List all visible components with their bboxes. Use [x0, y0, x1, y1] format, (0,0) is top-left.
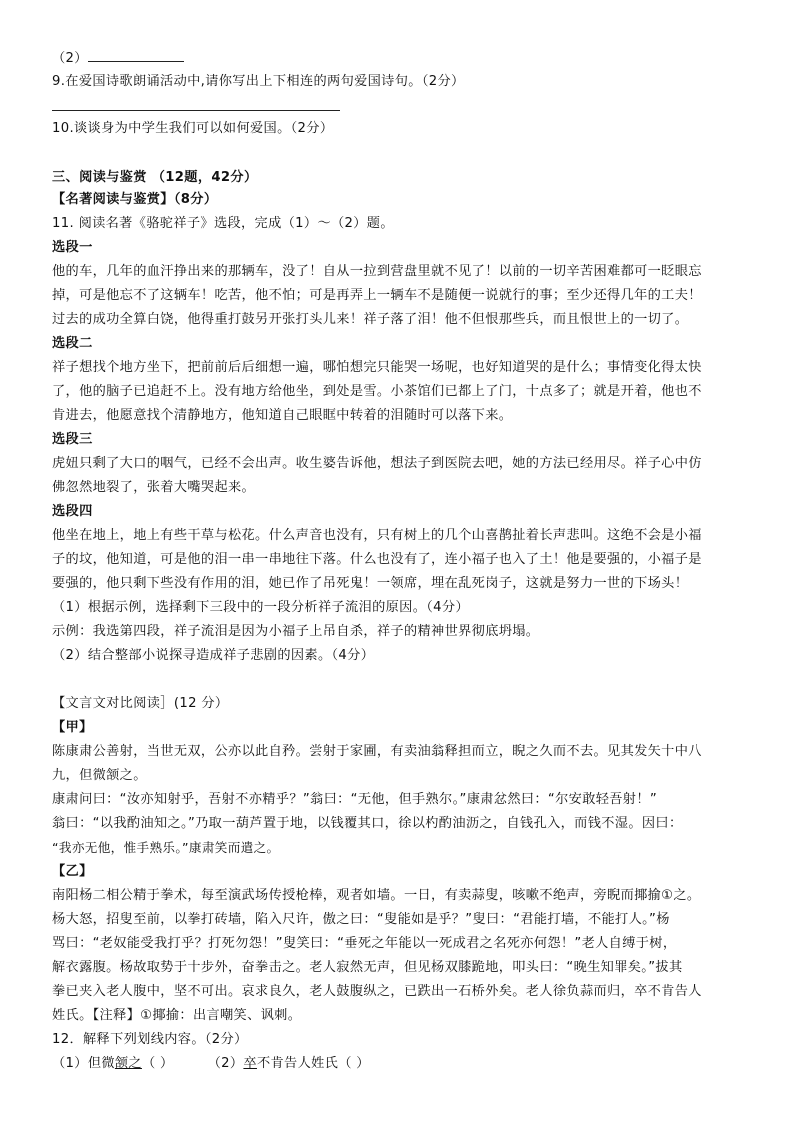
excerpt-3-title: 选段三 [52, 432, 93, 447]
yi-line: 骂曰：“老奴能受我打乎？打死勿怨！”叟笑曰：“垂死之年能以一死成君之名死亦何怨！”老人自缚于树， [52, 936, 677, 951]
yi-line: 姓氏。【注释】①揶揄：出言嘲笑、讽刺。 [52, 1008, 302, 1023]
jia-line: “我亦无他，惟手熟乐。”康肃笑而遣之。 [52, 840, 280, 855]
yi-title: 【乙】 [52, 864, 93, 879]
q12-item2-prefix: （2） [207, 1056, 244, 1071]
question-11-intro: 11. 阅读名著《骆驼祥子》选段，完成（1）～（2）题。 [52, 216, 394, 231]
wenyan-heading: 【文言文对比阅读］(12 分） [52, 696, 229, 711]
question-12: 12．解释下列划线内容。（2分） [52, 1032, 248, 1047]
excerpt-4-title: 选段四 [52, 504, 93, 519]
excerpt-1-line: 过去的成功全算白饶，他得重打鼓另开张打头儿来！祥子落了泪！他不但恨那些兵，而且恨世上的一切了。 [52, 312, 689, 327]
excerpt-2-line: 祥子想找个地方坐下，把前前后后细想一遍，哪怕想完只能哭一场呢，也好知道哭的是什么；事情变化得太快 [52, 360, 702, 375]
question-10: 10.谈谈身为中学生我们可以如何爱国。（2分） [52, 121, 334, 136]
mingzhu-heading: 【名著阅读与鉴赏】（8分） [52, 192, 218, 207]
excerpt-3-line: 虎妞只剩了大口的咽气，已经不会出声。收生婆告诉他，想法子到医院去吧，她的方法已经用尽。祥子心中仿 [52, 456, 702, 471]
jia-title: 【甲】 [52, 720, 93, 735]
excerpt-4-line: 要强的，他只剩下些没有作用的泪，她已作了吊死鬼！一领席，埋在乱死岗子，这就是努力一世的下场头！ [52, 576, 689, 591]
excerpt-4-line: 他坐在地上，地上有些干草与松花。什么声音也没有，只有树上的几个山喜鹊扯着长声悲叫。这绝不会是小福 [52, 528, 702, 543]
excerpt-1-title: 选段一 [52, 240, 93, 255]
yi-line: 杨大怒，招叟至前，以拳打砖墙，陷入尺许，傲之曰：“叟能如是乎？”叟曰：“君能打墙，不能打人。”杨 [52, 912, 670, 927]
q12-item2-underlined: 卒 [243, 1056, 257, 1071]
jia-line: 康肃问曰：“汝亦知射乎，吾射不亦精乎？”翁曰：“无他，但手熟尔。”康肃忿然曰：“尔安敢轻吾射！” [52, 792, 658, 807]
q8-item2-label: （2） [52, 51, 88, 66]
question-9: 9.在爱国诗歌朗诵活动中,请你写出上下相连的两句爱国诗句。（2分） [52, 74, 465, 89]
excerpt-2-title: 选段二 [52, 336, 93, 351]
yi-line: 拳已夹入老人腹中，坚不可出。哀求良久，老人鼓腹纵之，已跌出一石桥外矣。老人徐负蒜而归，卒不肯告人 [52, 984, 702, 999]
question-12-items [52, 1054, 752, 1074]
question-11-2: （2）结合整部小说探寻造成祥子悲剧的因素。（4分） [52, 648, 375, 663]
q12-item1-prefix: （1）但微 [52, 1056, 115, 1071]
q12-item1-blank[interactable]: （ ） [141, 1056, 174, 1071]
yi-line: 南阳杨二相公精于拳术，每至演武场传授枪棒，观者如墙。一日，有卖蒜叟，咳嗽不绝声，旁睨而揶揄①之。 [52, 888, 701, 903]
answer-blank[interactable] [88, 47, 184, 62]
answer-line-q9[interactable] [52, 110, 340, 111]
question-11-example: 示例：我选第四段，祥子流泪是因为小福子上吊自杀，祥子的精神世界彻底坍塌。 [52, 624, 540, 639]
question-11-1: （1）根据示例，选择剩下三段中的一段分析祥子流泪的原因。（4分） [52, 600, 470, 615]
q12-item2-rest[interactable]: 不肯告人姓氏（ ） [256, 1056, 370, 1071]
jia-line: 九，但微颔之。 [52, 768, 147, 783]
jia-line: 陈康肃公善射，当世无双，公亦以此自矜。尝射于家圃，有卖油翁释担而立，睨之久而不去。见其发矢十中八 [52, 744, 702, 759]
excerpt-4-line: 子的坟，他知道，可是他的泪一串一串地往下落。什么也没有了，连小福子也入了土！他是要强的，小福子是 [52, 552, 702, 567]
jia-line: 翁曰：“以我酌油知之。”乃取一葫芦置于地，以钱覆其口，徐以杓酌油沥之，自钱孔入，而钱不湿。因曰： [52, 816, 683, 831]
excerpt-1-line: 掉，可是他忘不了这辆车！吃苦，他不怕；可是再弄上一辆车不是随便一说就行的事；至少还得几年的工夫！ [52, 288, 702, 303]
excerpt-2-line: 肯进去，他愿意找个清静地方，他知道自己眼眶中转着的泪随时可以落下来。 [52, 408, 513, 423]
q8-item2 [52, 47, 752, 69]
q12-item1-underlined: 颔之 [114, 1056, 142, 1071]
excerpt-1-line: 他的车，几年的血汗挣出来的那辆车，没了！自从一拉到营盘里就不见了！以前的一切辛苦困难都可一眨眼忘 [52, 264, 702, 279]
yi-line: 解衣露腹。杨故取势于十步外，奋拳击之。老人寂然无声，但见杨双膝跪地，叩头曰：“晚生知罪矣。”拔其 [52, 960, 683, 975]
excerpt-3-line: 佛忽然地裂了，张着大嘴哭起来。 [52, 480, 256, 495]
section-3-heading: 三、阅读与鉴赏 （12题，42分） [52, 170, 258, 185]
excerpt-2-line: 了，他的脑子已追赶不上。没有地方给他坐，到处是雪。小茶馆们已都上了门，十点多了；就是开着，他也不 [52, 384, 702, 399]
